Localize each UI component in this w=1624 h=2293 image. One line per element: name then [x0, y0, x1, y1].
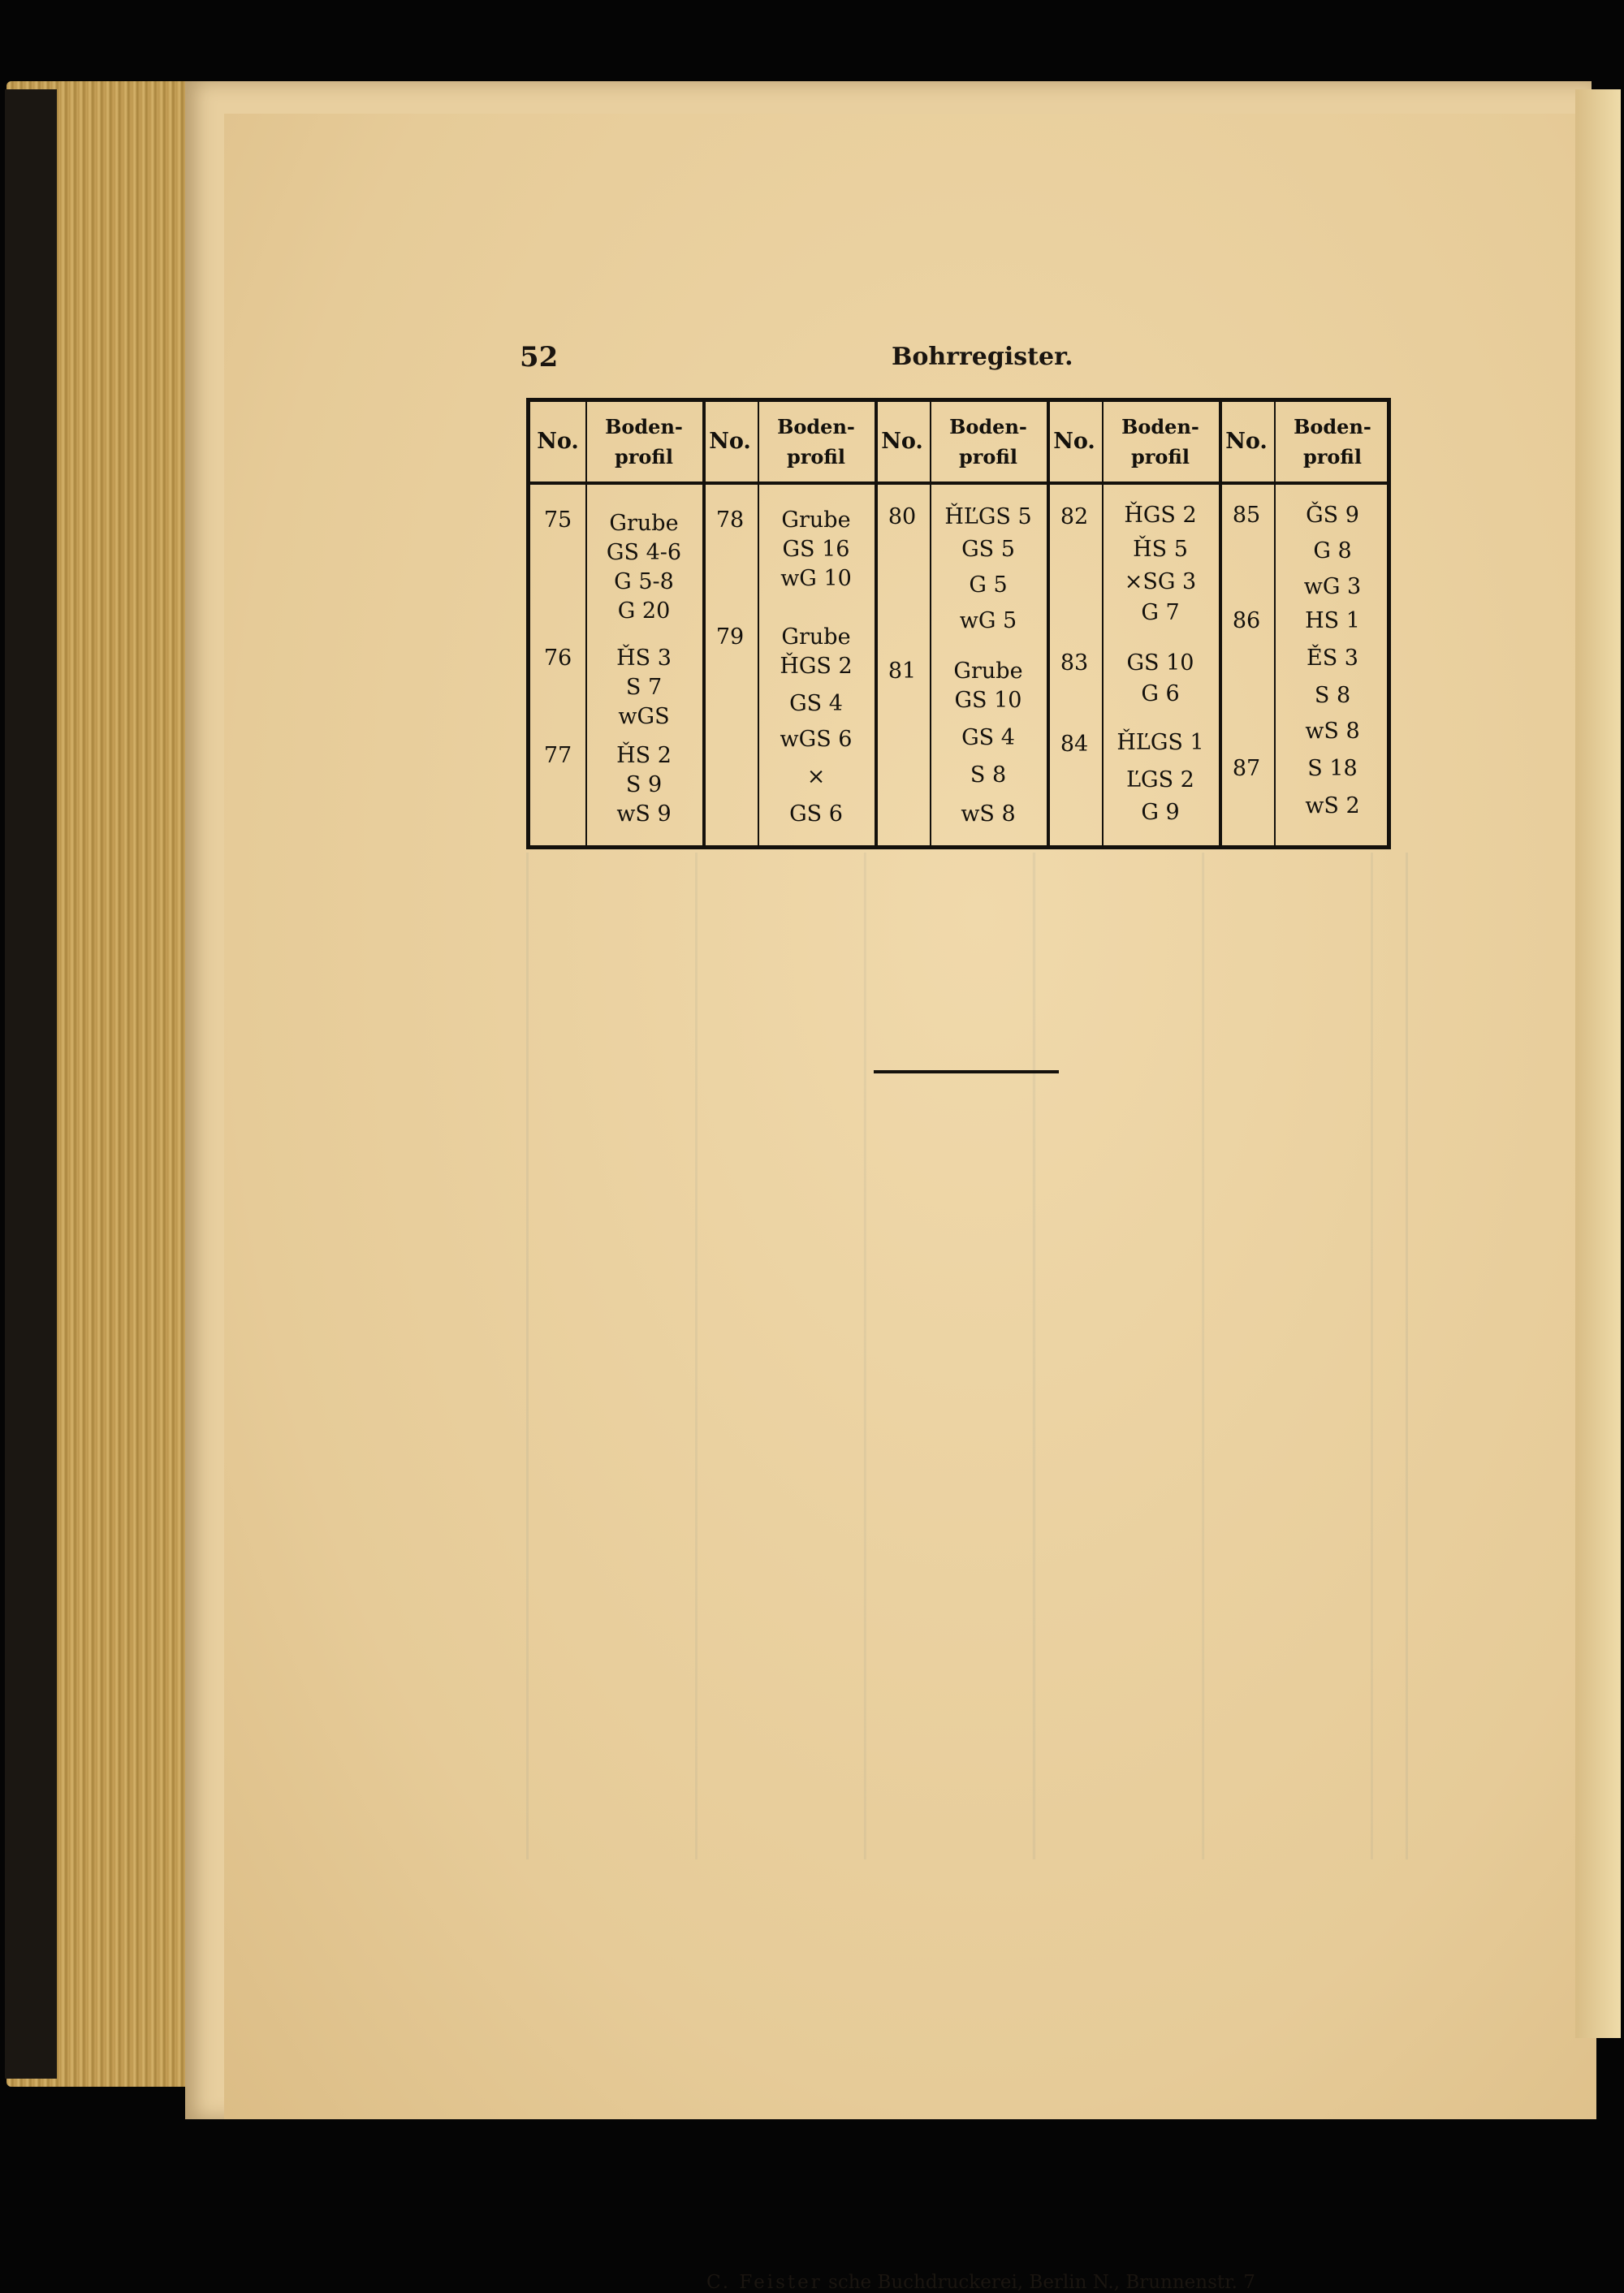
bore-register-table	[526, 398, 1391, 849]
header-line: Boden-	[777, 414, 855, 438]
profile-line: S 7	[625, 675, 663, 700]
bore-number: 80	[888, 504, 917, 529]
profile-line: ×SG 3	[1124, 569, 1197, 594]
profile-line: wS 2	[1305, 793, 1360, 818]
profile-line: GS 16	[782, 537, 850, 562]
printer-address: sche Buchdruckerei, Berlin N., Brunnenstr. 7	[828, 2272, 1255, 2293]
profile-line: S 8	[1314, 683, 1351, 708]
profile-line: ĽGS 2	[1126, 767, 1194, 792]
bore-number: 82	[1060, 504, 1089, 529]
header-bodenprofil	[1102, 402, 1219, 481]
profile-line: ȞGS 2	[1124, 503, 1197, 528]
profile-line: wG 10	[780, 566, 852, 591]
header-no: No.	[881, 429, 923, 455]
header-no: No.	[1053, 429, 1095, 455]
end-rule	[874, 1070, 1059, 1073]
profile-line: GS 10	[1126, 650, 1194, 676]
profile-line: GS 5	[961, 537, 1015, 562]
header-bodenprofil	[758, 402, 875, 481]
bore-number: 87	[1232, 756, 1261, 781]
profile-line: wS 8	[961, 801, 1016, 827]
header-no: No.	[537, 429, 579, 455]
bore-number: 81	[888, 659, 917, 684]
profile-line: Grube	[953, 659, 1023, 684]
header-no: No.	[709, 429, 751, 455]
profile-line: HS 1	[1305, 608, 1360, 633]
bore-number: 77	[543, 743, 572, 768]
show-through-grid	[526, 853, 1408, 1859]
profile-line: ȞS 5	[1133, 537, 1188, 562]
header-line: profil	[786, 445, 845, 469]
bore-number: 85	[1232, 503, 1261, 528]
header-line: Boden-	[1294, 414, 1371, 438]
profile-line: G 9	[1141, 800, 1180, 825]
profile-line: Grube	[781, 624, 851, 650]
profile-line: wS 8	[1305, 719, 1360, 744]
header-no: No.	[1225, 429, 1268, 455]
profile-line: ȞS 2	[616, 743, 672, 768]
profile-line: ȞS 3	[616, 646, 672, 671]
bore-number: 84	[1060, 732, 1089, 757]
printer-imprint	[706, 2272, 1255, 2293]
header-line: profil	[1302, 445, 1362, 469]
profile-line: GS 6	[789, 801, 843, 827]
profile-line: ȞGS 2	[780, 654, 853, 679]
profile-line: ȞĽGS 1	[1116, 730, 1204, 755]
facing-page-edge	[1575, 89, 1621, 2038]
profile-line: GS 4	[961, 725, 1015, 750]
header-bodenprofil	[1274, 402, 1391, 481]
profile-line: wGS 6	[780, 727, 853, 752]
profile-line: wS 9	[616, 801, 672, 827]
profile-line: ×	[806, 764, 826, 789]
header-bodenprofil	[930, 402, 1047, 481]
bore-number: 75	[543, 507, 572, 533]
profile-line: G 5	[969, 572, 1008, 598]
header-line: profil	[1130, 445, 1190, 469]
profile-line: GS 10	[954, 688, 1022, 713]
profile-line: GS 4	[789, 691, 843, 716]
profile-line: G 7	[1141, 600, 1180, 625]
header-line: Boden-	[605, 414, 683, 438]
profile-line: wG 5	[959, 608, 1017, 633]
header-line: Boden-	[949, 414, 1027, 438]
profile-line: G 6	[1141, 681, 1180, 706]
profile-line: wG 3	[1303, 574, 1362, 599]
page-number: 52	[520, 341, 559, 374]
bore-number: 79	[715, 624, 745, 650]
bore-number: 76	[543, 646, 572, 671]
bore-number: 86	[1232, 608, 1261, 633]
book-cover-edge	[5, 89, 57, 2079]
profile-line: GS 4-6	[606, 540, 682, 565]
printer-name: C. Feister	[706, 2272, 823, 2293]
profile-line: ĚS 3	[1307, 646, 1358, 671]
profile-line: Grube	[781, 507, 851, 533]
profile-line: Grube	[609, 511, 679, 536]
bore-number: 83	[1060, 650, 1089, 676]
profile-line: ȞĽGS 5	[944, 504, 1032, 529]
header-line: Boden-	[1121, 414, 1199, 438]
bore-number: 78	[715, 507, 745, 533]
running-head: Bohrregister.	[892, 343, 1073, 371]
profile-line: S 8	[970, 762, 1007, 788]
header-bodenprofil	[585, 402, 702, 481]
header-line: profil	[958, 445, 1017, 469]
profile-line: G 8	[1313, 538, 1352, 564]
profile-line: wGS	[618, 704, 670, 729]
profile-line: ǦS 9	[1306, 503, 1359, 528]
profile-line: S 9	[625, 772, 663, 797]
profile-line: G 5-8	[614, 569, 674, 594]
profile-line: S 18	[1307, 756, 1358, 781]
header-line: profil	[614, 445, 673, 469]
profile-line: G 20	[617, 598, 671, 624]
